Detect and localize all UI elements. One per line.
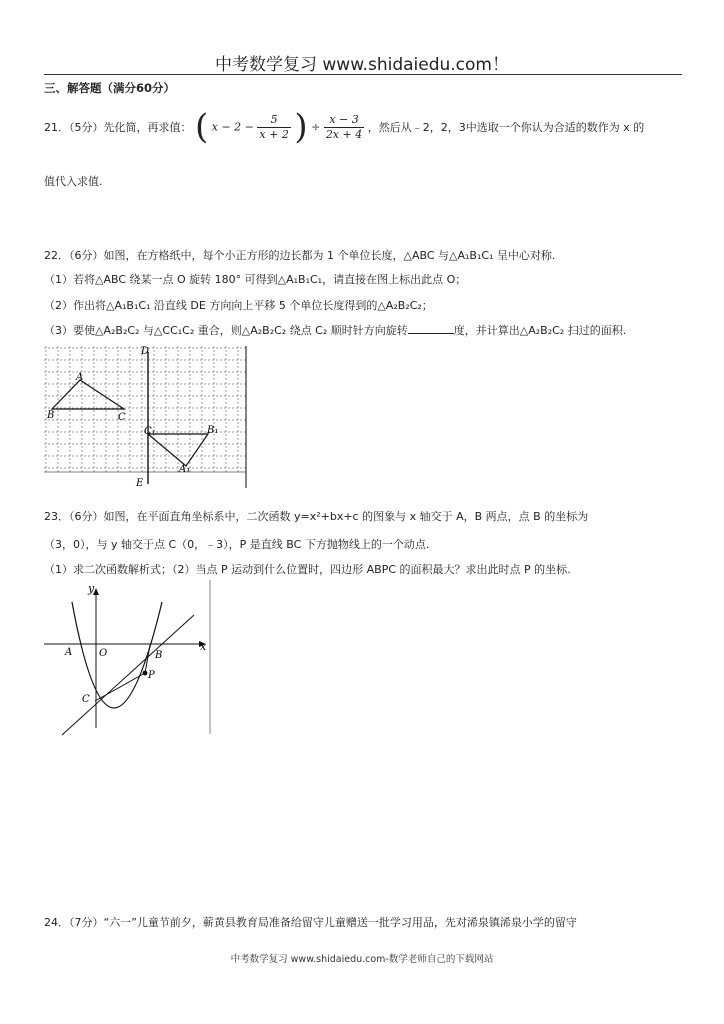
page-header: 中考数学复习 www.shidaiedu.com！ [215,55,509,75]
left-paren: ( [195,107,209,147]
label-p: P [148,670,155,681]
question-21-line-1 [44,107,645,147]
label-c: C [82,694,90,705]
q21-expr-first: x − 2 − [211,120,254,134]
q21-suffix: ，然后从﹣2，2，3中选取一个你认为合适的数作为 x 的 [367,121,645,134]
question-23-line-3: （1）求二次函数解析式；（2）当点 P 运动到什么位置时，四边形 ABPC 的面积最大？求出此时点 P 的坐标. [44,563,571,576]
label-b1: B₁ [207,425,219,436]
label-d: D [141,346,150,357]
label-o: O [99,648,108,659]
question-22-line-4 [44,322,626,338]
q22-grid-figure [40,342,252,490]
q21-fraction-1 [257,113,290,142]
line-bc [62,615,194,735]
question-22-line-3: （2）作出将△A₁B₁C₁ 沿直线 DE 方向向上平移 5 个单位长度得到的△A₂B₂C₂； [44,299,433,312]
label-a: A [65,647,73,658]
q21-frac2-numerator: x − 3 [324,113,364,128]
q21-frac2-denominator: 2x + 4 [325,127,363,141]
segment-cp [95,673,145,701]
triangle-abc [52,380,124,409]
right-paren: ) [294,107,308,147]
q22-line4-part-b: 度，并计算出△A₂B₂C₂ 扫过的面积. [453,324,627,337]
label-b: B [155,650,163,661]
question-21-line-2: 值代入求值. [44,175,103,188]
label-c1: C₁ [144,426,156,437]
point-p-marker [143,671,148,676]
answer-blank [408,323,454,334]
question-22-line-2: （1）若将△ABC 绕某一点 O 旋转 180° 可得到△A₁B₁C₁，请直接在图上标出此点 O； [44,273,467,286]
question-24-line-1: 24．（7分）“六一”儿童节前夕，蕲黄县教育局准备给留守儿童赠送一批学习用品，先对浠泉镇浠泉小学的留守 [44,916,577,929]
label-x: x [200,640,207,653]
q23-parabola-figure [40,578,216,738]
label-a1: A₁ [179,464,191,475]
header-rule [44,74,682,75]
question-22-line-1: 22．（6分）如图，在方格纸中，每个小正方形的边长都为 1 个单位长度，△ABC 与△A₁B₁C₁ 呈中心对称. [44,249,556,262]
q21-fraction-2 [324,113,364,142]
label-a: A [76,372,84,383]
question-23-line-2: （3，0），与 y 轴交于点 C（0，﹣3），P 是直线 BC 下方抛物线上的一个动点. [44,538,430,551]
label-y: y [88,582,95,595]
page-footer: 中考数学复习 www.shidaiedu.com-数学老师自己的下载网站 [230,954,494,965]
q21-frac1-numerator: 5 [257,113,290,128]
q21-prefix: 21．（5分）先化简，再求值： [44,121,192,134]
q22-line4-part-a: （3）要使△A₂B₂C₂ 与△CC₁C₂ 重合，则△A₂B₂C₂ 绕点 C₂ 顺时针方向旋转 [44,324,408,337]
section-title: 三、解答题（满分60分） [44,81,176,95]
q21-divide-sign: ÷ [311,120,321,134]
label-e: E [136,478,144,489]
label-c: C [118,412,126,423]
q21-frac1-denominator: x + 2 [259,127,289,141]
label-b: B [47,410,55,421]
question-23-line-1: 23．（6分）如图，在平面直角坐标系中，二次函数 y=x²+bx+c 的图象与 x 轴交于 A，B 两点，点 B 的坐标为 [44,510,589,523]
